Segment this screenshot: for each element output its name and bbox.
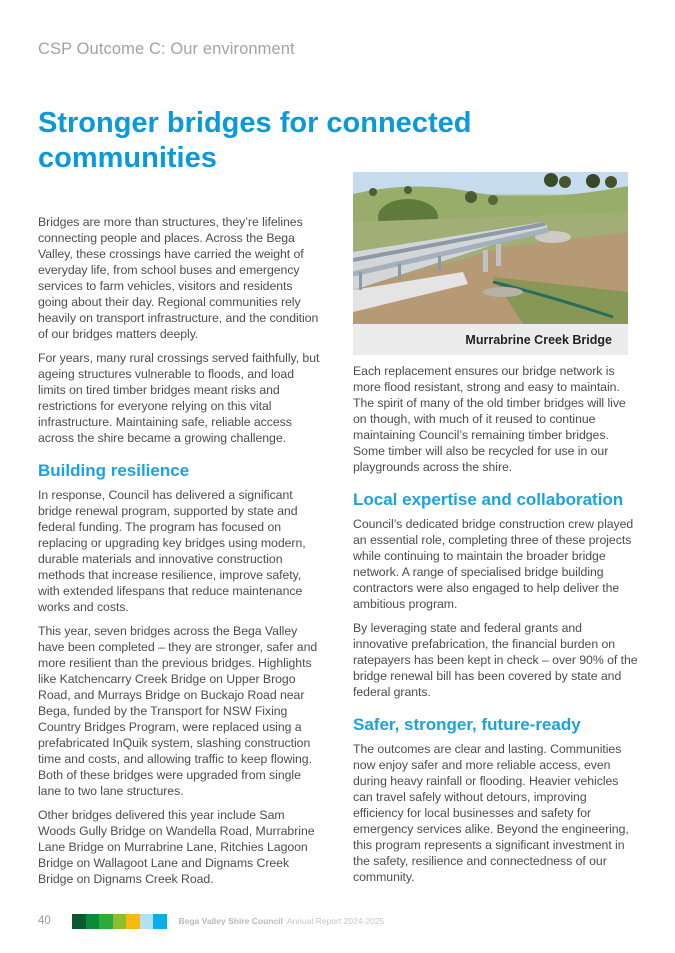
intro-paragraph: Bridges are more than structures, they’re lifelines connecting people and places. Across the Bega Valley, these crossings have carried the weight of everyday life, from school buses and emergency services to farm vehicles, visitors and residents going about their day. Regional communities rely heavily on transport infrastructure, and the condition of our bridges matters deeply. (38, 215, 319, 341)
photo-caption-band (353, 324, 628, 355)
footer-organization: Bega Valley Shire Council (178, 916, 283, 926)
replacement-paragraph: Each replacement ensures our bridge network is more flood resistant, strong and easy to maintain. The spirit of many of the old timber bridges will live on though, with much of it reused to continue maintaining Council’s remaining timber bridges. Some timber will also be recycled for use in our playgrounds across the shire. (353, 364, 626, 474)
color-swatch-bar (72, 914, 167, 929)
right-column (353, 363, 638, 893)
subheading-future-ready: Safer, stronger, future-ready (353, 715, 581, 734)
swatch (113, 914, 127, 929)
grants-paragraph: By leveraging state and federal grants and innovative prefabrication, the financial burden on ratepayers has been kept in check – over 90% of the bridge renewal bill has been covered by state and federal grants. (353, 621, 638, 699)
bridge-photo-illustration (353, 172, 628, 324)
page-number: 40 (38, 915, 51, 927)
seven-bridges-paragraph: This year, seven bridges across the Bega Valley have been completed – they are stronger, safer and more resilient than the previous bridges. Highlights like Katchencarry Creek Bridge on Upper Brogo Road, and Murrays Bridge on Buckajo Road near Bega, funded by the Transport for NSW Fixing Country Bridges Program, were replaced using a prefabricated InQuik system, slashing construction time and costs, and allowing traffic to keep flowing. Both of these bridges were upgraded from single lane to two lane structures. (38, 624, 318, 798)
other-bridges-paragraph: Other bridges delivered this year include Sam Woods Gully Bridge on Wandella Road, Murrabrine Lane Bridge on Murrabrine Lane, Ritchies Lagoon Bridge on Wallagoot Lane and Dignams Creek Bridge on Dignams Creek Road. (38, 808, 315, 886)
footer-report-title: Annual Report 2024-2025 (286, 916, 385, 926)
swatch (126, 914, 140, 929)
swatch (153, 914, 167, 929)
section-label: CSP Outcome C: Our environment (38, 40, 295, 58)
response-paragraph: In response, Council has delivered a significant bridge renewal program, supported by state and federal funding. The program has focused on replacing or upgrading key bridges using modern, durable materials and innovative construction methods that increase resilience, improve safety, with extended lifespans that reduce maintenance works and costs. (38, 488, 306, 614)
outcomes-paragraph: The outcomes are clear and lasting. Communities now enjoy safer and more reliable access, even during heavy rainfall or flooding. Heavier vehicles can travel safely without detours, improving efficiency for local businesses and safety for emergency services alike. Beyond the engineering, this program represents a significant investment in the safety, resilience and connectedness of our community. (353, 742, 629, 884)
swatch (72, 914, 86, 929)
subheading-local-expertise: Local expertise and collaboration (353, 490, 624, 509)
photo-caption: Murrabrine Creek Bridge (465, 332, 612, 347)
background-paragraph: For years, many rural crossings served faithfully, but ageing structures vulnerable to floods, and load limits on tired timber bridges meant risks and restrictions for everyone relying on this vital infrastructure. Maintaining safe, reliable access across the shire became a growing challenge. (38, 351, 320, 445)
swatch (140, 914, 154, 929)
swatch (99, 914, 113, 929)
left-column (38, 214, 323, 895)
bridge-photo (353, 172, 628, 324)
subheading-building-resilience: Building resilience (38, 461, 190, 480)
swatch (86, 914, 100, 929)
crew-paragraph: Council’s dedicated bridge construction crew played an essential role, completing three of these projects while continuing to maintain the broader bridge network. A range of specialised bridge building contractors were also engaged to help deliver the ambitious program. (353, 517, 634, 611)
page-footer (38, 913, 384, 929)
page-title: Stronger bridges for connected communities (38, 107, 472, 174)
bridge-figure (353, 172, 628, 355)
